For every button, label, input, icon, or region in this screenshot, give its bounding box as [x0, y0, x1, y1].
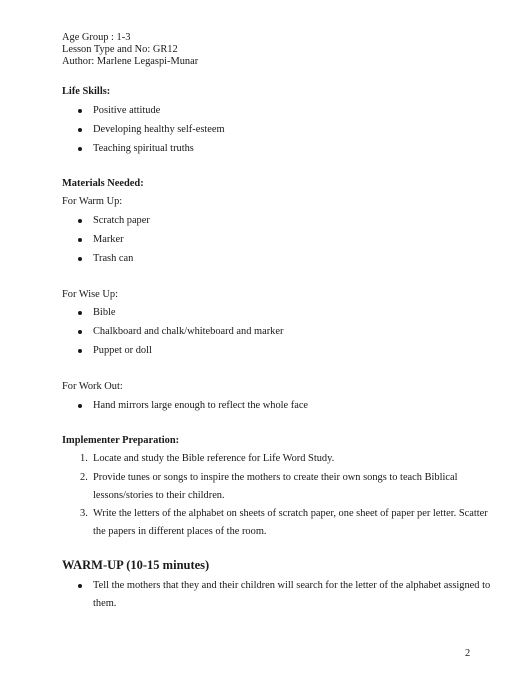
bullet-icon — [78, 257, 82, 261]
bullet-icon — [78, 238, 82, 242]
preparation-heading: Implementer Preparation: — [62, 435, 180, 446]
lesson-type-line: Lesson Type and No: GR12 — [62, 44, 178, 55]
warm-up-heading: WARM-UP (10-15 minutes) — [62, 558, 210, 572]
bullet-icon — [78, 330, 82, 334]
bullet-icon — [78, 128, 82, 132]
age-group-line: Age Group : 1-3 — [62, 32, 131, 43]
bullet-icon — [78, 109, 82, 113]
bullet-icon — [78, 584, 82, 588]
bullet-icon — [78, 311, 82, 315]
page-number: 2 — [465, 648, 471, 659]
life-skills-heading: Life Skills: — [62, 86, 111, 97]
author-line: Author: Marlene Legaspi-Munar — [62, 56, 199, 67]
wise-up-label: For Wise Up: — [62, 289, 118, 300]
bullet-icon — [78, 404, 82, 408]
bullet-icon — [78, 349, 82, 353]
bullet-icon — [78, 147, 82, 151]
bullet-icon — [78, 219, 82, 223]
document-page: Age Group : 1-3 Lesson Type and No: GR12 Author: Marlene Legaspi-Munar Life Skills: Positive attitude Developing healthy self-esteem Teaching spiritual truths Materials Needed: For Warm Up: Scratch paper Marker Trash can For Wise Up: Bible Chalkboard and chalk/whiteboard and marker Puppet or doll For Work Out: Hand mirrors large enough to reflect the whole face Implementer Preparation: 1. Locate and study the Bible reference for Life Word Study. 2. Provide tunes or songs to inspire the mothers to create their own songs to teach Biblical lessons/stories to their children. 3. Write the letters of the alphabet on sheets of scratch paper, one sheet of paper per letter. Scatter the papers in different places of the room. WARM-UP (10-15 minutes) Tell the mothers that they and their children will search for the letter of the alphabet assigned to them. 2 — [62, 32, 491, 659]
warm-up-label: For Warm Up: — [62, 196, 123, 207]
materials-heading: Materials Needed: — [62, 178, 144, 189]
work-out-label: For Work Out: — [62, 381, 123, 392]
